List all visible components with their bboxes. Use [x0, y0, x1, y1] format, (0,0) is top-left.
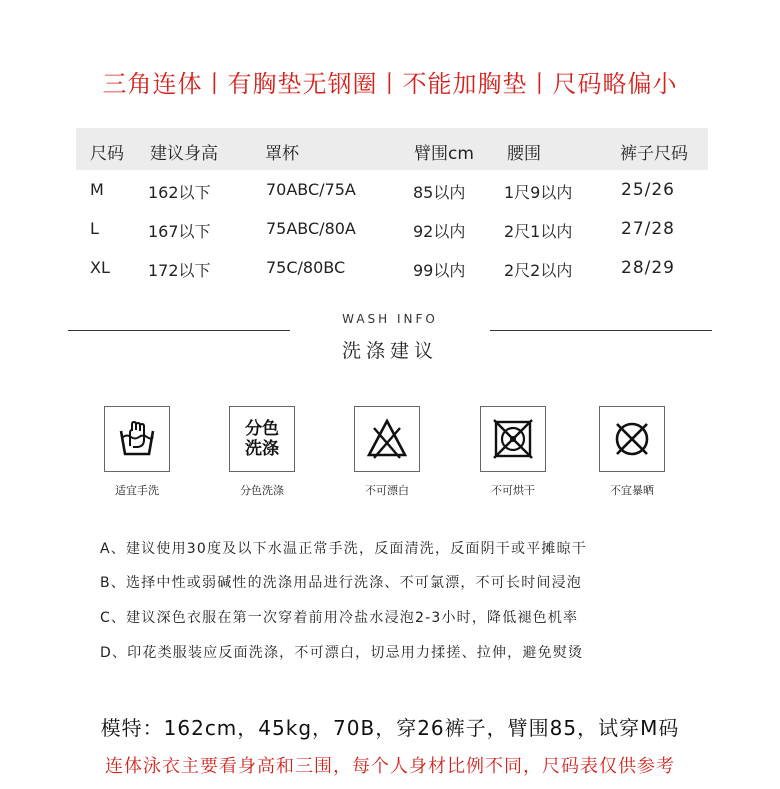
header-pants: 裤子尺码	[620, 144, 688, 164]
cell-pants: 28/29	[621, 258, 675, 278]
wash-title-en: WASH INFO	[342, 312, 438, 326]
no-sun-dry-icon	[599, 406, 665, 472]
cell-height: 172以下	[148, 261, 211, 280]
table-row	[76, 258, 708, 282]
wash-tip-c: C、建议深色衣服在第一次穿着前用冷盐水浸泡2-3小时，降低褪色机率	[100, 610, 579, 626]
wash-title-cn: 洗涤建议	[341, 340, 438, 362]
wash-tip-a: A、建议使用30度及以下水温正常手洗，反面清洗，反面阴干或平摊晾干	[100, 541, 587, 557]
no-tumble-dry-label: 不可烘干	[491, 484, 535, 497]
size-table-header	[76, 128, 708, 170]
cell-waist: 1尺9以内	[504, 183, 573, 202]
cell-cup: 70ABC/75A	[266, 180, 356, 199]
color-separate-icon	[229, 406, 295, 472]
cell-cup: 75C/80BC	[266, 258, 346, 277]
cell-height: 167以下	[148, 222, 211, 241]
no-sun-dry-label: 不宜暴晒	[610, 484, 654, 497]
cell-arm: 85以内	[413, 183, 466, 202]
header-size: 尺码	[90, 144, 124, 164]
no-bleach-label: 不可漂白	[365, 484, 409, 497]
divider-left	[68, 330, 290, 331]
model-info: 模特：162cm，45kg，70B，穿26裤子，臂围85，试穿M码	[100, 716, 680, 740]
hand-wash-label: 适宜手洗	[115, 484, 159, 497]
size-note: 连体泳衣主要看身高和三围，每个人身材比例不同，尺码表仅供参考	[105, 756, 675, 777]
header-height: 建议身高	[150, 144, 218, 164]
divider-right	[490, 330, 712, 331]
header-arm: 臂围cm	[414, 144, 474, 164]
cell-pants: 25/26	[621, 180, 675, 200]
color-separate-icon-text: 分色洗涤	[245, 419, 279, 459]
no-bleach-icon	[354, 406, 420, 472]
cell-size: L	[90, 219, 99, 238]
no-tumble-dry-icon	[480, 406, 546, 472]
header-cup: 罩杯	[265, 144, 299, 164]
color-separate-label: 分色洗涤	[240, 484, 284, 497]
wash-tip-d: D、印花类服装应反面洗涤，不可漂白，切忌用力揉搓、拉伸，避免熨烫	[100, 645, 584, 661]
cell-arm: 99以内	[413, 261, 466, 280]
cell-size: M	[90, 180, 104, 199]
cell-waist: 2尺2以内	[504, 261, 573, 280]
hand-wash-icon	[104, 406, 170, 472]
headline: 三角连体丨有胸垫无钢圈丨不能加胸垫丨尺码略偏小	[102, 70, 678, 98]
cell-arm: 92以内	[413, 222, 466, 241]
wash-tip-b: B、选择中性或弱碱性的洗涤用品进行洗涤、不可氯漂，不可长时间浸泡	[100, 575, 583, 591]
cell-cup: 75ABC/80A	[266, 219, 356, 238]
table-row	[76, 180, 708, 204]
cell-pants: 27/28	[621, 219, 675, 239]
header-waist: 腰围	[507, 144, 541, 164]
table-row	[76, 219, 708, 243]
cell-waist: 2尺1以内	[504, 222, 573, 241]
cell-height: 162以下	[148, 183, 211, 202]
cell-size: XL	[90, 258, 110, 277]
